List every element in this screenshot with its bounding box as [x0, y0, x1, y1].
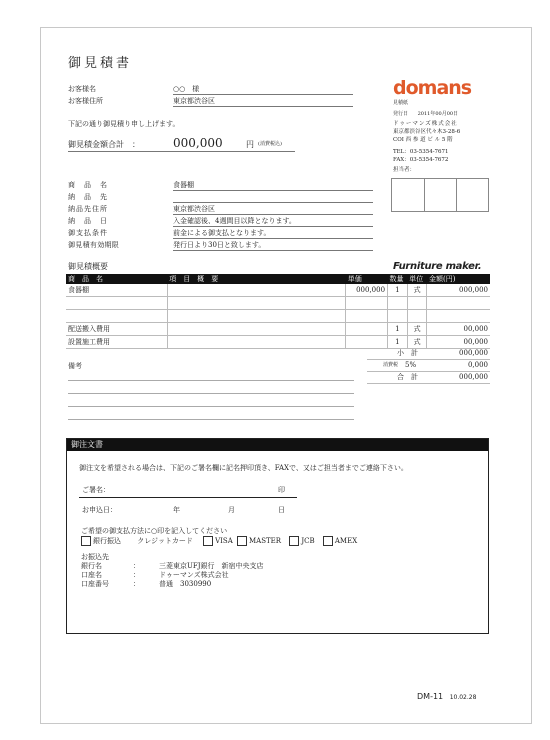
- total-amount: 000,000: [173, 136, 223, 150]
- signature-label: ご署名：: [82, 486, 110, 494]
- visa-checkbox[interactable]: [203, 536, 213, 546]
- intro-text: 下記の通り御見積り申し上げます。: [68, 120, 180, 128]
- detail-value: 発行日より30日と致します。: [173, 241, 373, 251]
- master-checkbox[interactable]: [237, 536, 247, 546]
- remarks-line: [68, 380, 354, 381]
- account-name-label: 口座名: [81, 571, 102, 579]
- tax-value: 0,000: [467, 361, 488, 369]
- cell: [346, 323, 388, 336]
- cell: [407, 297, 427, 310]
- cell: 000,000: [346, 284, 388, 297]
- detail-label: 商 品 名: [68, 181, 108, 189]
- person-in-charge: 担当者：: [393, 167, 416, 173]
- estimate-table: [66, 274, 490, 349]
- payment-prompt: ご希望の御支払方法に○印を記入してください: [81, 527, 228, 535]
- doc-type: 見積紙: [393, 100, 409, 106]
- col-unit: 単位: [407, 274, 427, 284]
- document-title: 御見積書: [68, 56, 133, 71]
- table-row: [66, 323, 490, 336]
- grand-total-value: 000,000: [459, 373, 488, 381]
- customer-name-label: お客様名: [68, 85, 96, 93]
- detail-label: 御支払条件: [68, 229, 108, 237]
- cell: [167, 284, 346, 297]
- detail-label: 納品先住所: [68, 205, 108, 213]
- cell: 1: [388, 284, 408, 297]
- grand-total-label: 合 計: [397, 373, 418, 381]
- order-title: 御注文書: [67, 439, 488, 451]
- issue-date-row: [393, 110, 458, 119]
- company-address1: 東京都渋谷区代々木3-28-6: [393, 129, 461, 135]
- payment-options: [81, 536, 357, 546]
- order-instruction: 御注文を希望される場合は、下記のご署名欄に記名押印頂き、FAXで、又はご担当者までご連絡下さい。: [79, 464, 408, 472]
- total-unit: 円: [246, 140, 254, 149]
- company-tel: TEL：03-5354-7671: [393, 149, 449, 155]
- cell: [66, 310, 167, 323]
- col-qty: 数量: [388, 274, 408, 284]
- cell: 式: [407, 336, 427, 349]
- table-row: [66, 284, 490, 297]
- cell: 式: [407, 284, 427, 297]
- colon: ：: [133, 571, 140, 579]
- cell: 配送搬入費用: [66, 323, 167, 336]
- col-product: 商 品 名: [66, 274, 167, 284]
- company-fax: FAX：03-5354-7672: [393, 157, 449, 163]
- date-label: お申込日：: [82, 506, 117, 514]
- detail-label: 納 品 日: [68, 217, 108, 225]
- col-amount: 金額(円): [427, 274, 490, 284]
- account-number-value: 普通 3030990: [159, 580, 212, 588]
- detail-value: 入金確認後、4週間目以降となります。: [173, 217, 373, 227]
- amex-checkbox[interactable]: [323, 536, 333, 546]
- cell: 食器棚: [66, 284, 167, 297]
- cell: [427, 297, 490, 310]
- detail-label: 御見積有効期限: [68, 241, 120, 249]
- cell: [388, 297, 408, 310]
- total-amount-block: [68, 136, 295, 152]
- brand-logo: Furniture maker.: [393, 261, 482, 272]
- order-form: [66, 438, 489, 634]
- bank-name-label: 銀行名: [81, 562, 102, 570]
- cell: 1: [388, 323, 408, 336]
- cell: [346, 297, 388, 310]
- cell: 設置施工費用: [66, 336, 167, 349]
- footer-code: DM-11: [417, 692, 444, 701]
- year-label: 年: [173, 506, 180, 514]
- cell: [167, 297, 346, 310]
- detail-value: 東京都渋谷区: [173, 205, 373, 215]
- cell: 000,000: [427, 284, 490, 297]
- footer-code-block: [417, 692, 476, 701]
- seal-mark: 印: [278, 486, 285, 494]
- master-label: MASTER: [249, 537, 282, 545]
- cell: [66, 297, 167, 310]
- cell: 式: [407, 323, 427, 336]
- table-header-row: [66, 274, 490, 284]
- cell: [167, 310, 346, 323]
- remarks-label: 備考: [68, 362, 82, 370]
- jcb-label: JCB: [301, 537, 315, 545]
- detail-value: 食器棚: [173, 181, 373, 191]
- customer-address-value: 東京都渋谷区: [173, 97, 353, 107]
- cell: [427, 310, 490, 323]
- company-name: ドゥーマンズ株式会社: [393, 121, 458, 127]
- col-unit-price: 単価: [346, 274, 388, 284]
- issue-date: 2011年00月00日: [417, 111, 459, 117]
- cell: [346, 310, 388, 323]
- issue-label: 発行日: [393, 111, 409, 117]
- month-label: 月: [228, 506, 235, 514]
- colon: ：: [133, 580, 140, 588]
- detail-label: 納 品 先: [68, 193, 108, 201]
- table-row: [66, 310, 490, 323]
- footer-version: 10.02.28: [449, 694, 477, 701]
- document-page: [40, 27, 532, 724]
- jcb-checkbox[interactable]: [289, 536, 299, 546]
- bank-transfer-label: 銀行振込: [93, 537, 121, 545]
- card-label: クレジットカード: [137, 537, 193, 545]
- bank-name-value: 三菱東京UFJ銀行 新宿中央支店: [159, 562, 264, 570]
- signature-line[interactable]: [79, 497, 297, 498]
- amex-label: AMEX: [334, 537, 358, 545]
- colon: ：: [133, 562, 140, 570]
- remarks-line: [68, 393, 354, 394]
- tax-note: (消費税込): [258, 141, 282, 147]
- stamp-boxes: [391, 178, 489, 212]
- remarks-line: [68, 419, 354, 420]
- cell: 1: [388, 336, 408, 349]
- transfer-title: お振込先: [81, 553, 109, 561]
- cell: [167, 323, 346, 336]
- subtotal-value: 000,000: [459, 349, 488, 357]
- summary-title: 御見積概要: [68, 262, 108, 271]
- subtotal-row: [367, 348, 490, 360]
- account-name-value: ドゥーマンズ株式会社: [159, 571, 229, 579]
- company-logo: domans: [393, 77, 472, 99]
- bank-transfer-checkbox[interactable]: [81, 536, 91, 546]
- table-row: [66, 336, 490, 349]
- cell: 00,000: [427, 336, 490, 349]
- company-address2: COI 西 参 道 ビ ル 5 階: [393, 137, 453, 143]
- total-label: 御見積金額合計 ：: [68, 140, 140, 149]
- customer-address-label: お客様住所: [68, 97, 103, 105]
- cell: 00,000: [427, 323, 490, 336]
- detail-value: [173, 193, 373, 203]
- tax-row: [367, 360, 490, 372]
- subtotal-label: 小 計: [397, 349, 418, 357]
- customer-name-value: ○○ 様: [173, 85, 353, 95]
- cell: [346, 336, 388, 349]
- col-summary: 項 目 概 要: [167, 274, 346, 284]
- cell: [388, 310, 408, 323]
- tax-label: 消費税: [383, 362, 399, 368]
- cell: [167, 336, 346, 349]
- day-label: 日: [278, 506, 285, 514]
- account-number-label: 口座番号: [81, 580, 109, 588]
- cell: [407, 310, 427, 323]
- remarks-line: [68, 406, 354, 407]
- detail-value: 前金による御支払となります。: [173, 229, 373, 239]
- tax-rate: 5%: [405, 361, 417, 369]
- table-row: [66, 297, 490, 310]
- grand-total-row: [367, 372, 490, 384]
- visa-label: VISA: [215, 537, 233, 545]
